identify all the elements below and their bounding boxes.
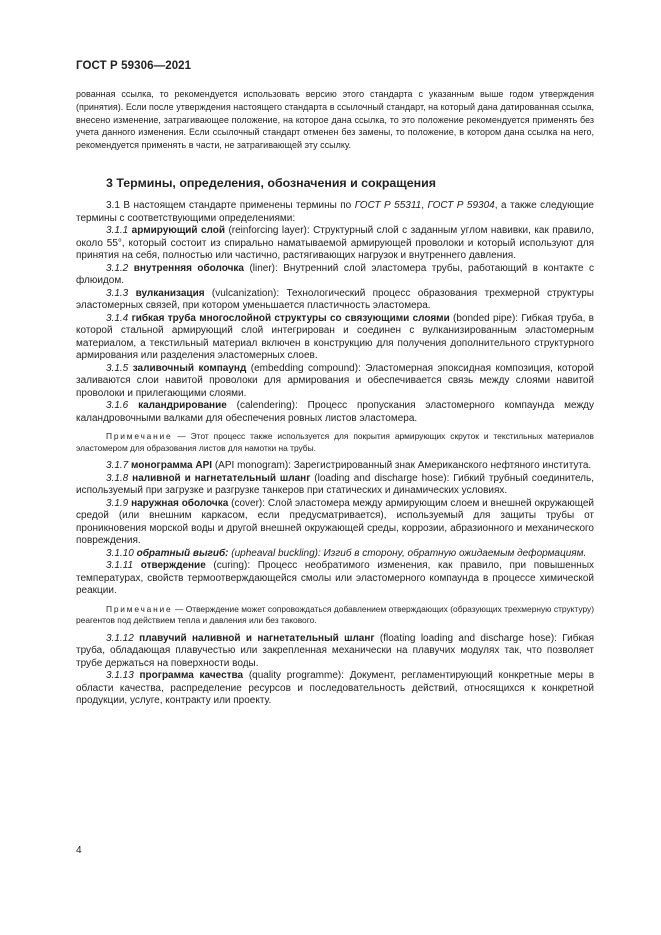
note-label: Примечание	[106, 603, 173, 614]
term-name: программа качества	[139, 670, 244, 681]
term-3-1-4: 3.1.4 гибкая труба многослойной структуры со связующими слоями (bonded pipe): Гибкая труба, в которой стальной армирующий слой интегрирован и соединен с вулканизированным эластомерным материалом, а текстильный материал включен в конструкцию для получения дополнительного структурного армирования или разделения эластомерных слоев.	[76, 312, 594, 361]
term-name: армирующий слой	[131, 225, 226, 236]
note: Примечание — Отверждение может сопровождаться добавлением отверждающих (образующих трехмерную структуру) реагентов под действием тепла и давления или без такового.	[76, 603, 594, 625]
note: Примечание — Этот процесс также используется для покрытия армирующих скруток и текстильных материалов эластомером для образования листов для намотки на трубы.	[76, 431, 594, 453]
term-3-1-9: 3.1.9 наружная оболочка (cover): Слой эластомера между армирующим слоем и внешней окружающей средой (или внешним каркасом, если предусматривается), используемый для защиты трубы от проникновения морской воды и другой внешней окружающей среды, коррозии, абразионного и механического повреждения.	[76, 497, 594, 546]
term-3-1-6: 3.1.6 каландрирование (calendering): Процесс пропускания эластомерного компаунда между каландровочными валками для обеспечения ровных листов эластомера.	[76, 400, 594, 424]
term-name: плавучий наливной и нагнетательный шланг	[139, 632, 375, 644]
term-3-1-5: 3.1.5 заливочный компаунд (embedding compound): Эластомерная эпоксидная композиция, которой заливаются слои навитой проволоки для армирования и обеспечивается связь между слоями навитой проволоки и прилегающими слоями.	[76, 362, 594, 399]
section-content	[76, 200, 594, 708]
term-3-1-3: 3.1.3 вулканизация (vulcanization): Технологический процесс образования трехмерной структуры эластомерных связей, при котором уменьшается пластичность эластомера.	[76, 287, 594, 311]
section-heading: 3 Термины, определения, обозначения и сокращения	[106, 176, 436, 190]
term-3-1-8: 3.1.8 наливной и нагнетательный шланг (loading and discharge hose): Гибкий трубный соединитель, используемый при загрузке и разгрузке танкеров при статических и динамических условиях.	[76, 472, 594, 496]
intro-paragraph: рованная ссылка, то рекомендуется использовать версию этого стандарта с указанным выше годом утверждения (принятия). Если после утверждения настоящего стандарта в ссылочный стандарт, на который дана датированная ссылка, внесено изменение, затрагивающее положение, на которое дана ссылка, то это положение рекомендуется применять без учета данного изменения. Если ссылочный стандарт отменен без замены, то положение, в котором дана ссылка на него, рекомендуется применять в части, не затрагивающей эту ссылку.	[76, 89, 594, 151]
term-name: монограмма API	[131, 460, 213, 471]
term-name: наружная оболочка	[131, 497, 229, 509]
term-name: внутренняя оболочка	[133, 262, 244, 274]
document-header: ГОСТ Р 59306—2021	[76, 60, 192, 72]
note-label: Примечание	[106, 431, 173, 441]
standard-reference: ГОСТ Р 59304	[427, 200, 495, 211]
term-3-1-7: 3.1.7 монограмма API (API monogram): Зарегистрированный знак Американского нефтяного института.	[106, 460, 592, 471]
term-3-1-1: 3.1.1 армирующий слой (reinforcing layer): Структурный слой с заданным углом навивки, как правило, около 55°, который состоит из спирально наматываемой армирующей проволоки и который используют для принятия на себя, полностью или частично, растягивающих нагрузок и внутреннего давления.	[76, 225, 595, 261]
term-3-1-11: 3.1.11 отверждение (curing): Процесс необратимого изменения, как правило, при повышенных температурах, свойств термоотверждающейся смолы или эластомерного компаунда в процессе химической реакции.	[76, 560, 595, 596]
term-name: каландрирование	[138, 400, 227, 411]
term-name: отверждение	[140, 560, 206, 571]
term-3-1-13: 3.1.13 программа качества (quality programme): Документ, регламентирующий конкретные меры в области качества, распределение ресурсов и последовательность действий, относящихся к конкретной продукции, услуге, контракту или проекту.	[76, 670, 595, 706]
term-name: гибкая труба многослойной структуры со связующими слоями	[131, 312, 450, 324]
page-number: 4	[76, 845, 82, 856]
term-name: вулканизация	[135, 287, 205, 299]
term-name: заливочный компаунд	[132, 362, 247, 374]
term-name: наливной и нагнетательный шланг	[132, 472, 311, 484]
term-3-1-12: 3.1.12 плавучий наливной и нагнетательный шланг (floating loading and discharge hose): Гибкая труба, обладающая плавучестью или закрепленная механически на плавучих модулях так, что позволяет трубе держаться на поверхности воды.	[76, 632, 595, 669]
term-3-1-10: 3.1.10 обратный выгиб: (upheaval buckling): Изгиб в сторону, обратную ожидаемым деформациям.	[106, 547, 587, 559]
paragraph-3-1: 3.1 В настоящем стандарте применены термины по ГОСТ Р 55311, ГОСТ Р 59304, а также следующие термины с соответствующими определениями:	[76, 200, 594, 224]
term-name: обратный выгиб:	[136, 547, 229, 559]
term-3-1-2: 3.1.2 внутренняя оболочка (liner): Внутренний слой эластомера трубы, работающий в контакте с флюидом.	[76, 262, 594, 286]
standard-reference: ГОСТ Р 55311	[354, 200, 422, 211]
